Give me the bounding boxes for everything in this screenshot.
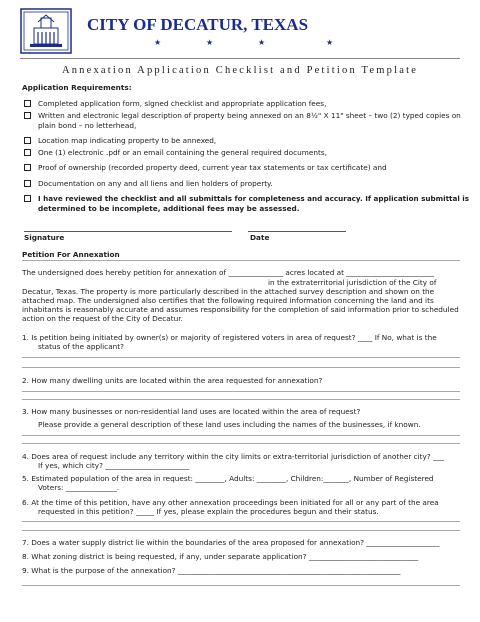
star-icon: ★ (258, 38, 266, 47)
petition-paragraph: inhabitants is reasonably accurate and assumes responsibility for the completion of said information prior to scheduled (22, 305, 459, 314)
question-6-continued: requested in this petition? _____ If yes, please explain the procedures begun and their status. (38, 507, 379, 516)
petition-heading: Petition For Annexation (22, 250, 120, 259)
petition-paragraph: in the extraterritorial jurisdiction of the City of (268, 278, 437, 287)
star-icon: ★ (154, 38, 162, 47)
star-icon: ★ (326, 38, 334, 47)
question-5-continued: Voters: ______________. (38, 483, 120, 492)
question-6: 6. At the time of this petition, have any other annexation proceedings been initiated for all or any part of the area (22, 498, 439, 507)
answer-line[interactable] (22, 391, 460, 392)
requirement-text: Location map indicating property to be annexed, (38, 136, 217, 145)
city-seal-logo (20, 8, 72, 54)
answer-line[interactable] (22, 357, 460, 358)
requirement-text: plain bond – no letterhead, (38, 121, 137, 130)
petition-heading-underline (22, 260, 460, 261)
answer-line[interactable] (22, 585, 460, 586)
document-title: Annexation Application Checklist and Petition Template (61, 65, 419, 76)
petition-paragraph: action on the request of the City of Decatur. (22, 314, 183, 323)
requirement-text: Documentation on any and all liens and lien holders of property. (38, 179, 273, 188)
question-3-continued: Please provide a general description of these land uses including the names of the businesses, if known. (38, 420, 421, 429)
date-line[interactable] (248, 231, 346, 232)
checkbox-electronic-pdf[interactable] (24, 149, 31, 156)
answer-line[interactable] (22, 530, 460, 531)
date-label: Date (250, 233, 270, 242)
header-divider (20, 58, 460, 59)
city-title: CITY OF DECATUR, TEXAS (87, 15, 309, 34)
requirement-text: Proof of ownership (recorded property deed, current year tax statements or tax certificate) and (38, 163, 387, 172)
question-2: 2. How many dwelling units are located within the area requested for annexation? (22, 376, 323, 385)
checkbox-application-form[interactable] (24, 100, 31, 107)
question-7: 7. Does a water supply district lie within the boundaries of the area proposed for annexation? ____________________ (22, 538, 440, 547)
petition-paragraph: The undersigned does hereby petition for annexation of _______________ acres located at ________________________ (22, 268, 434, 277)
answer-line[interactable] (22, 435, 460, 436)
requirement-text-bold: determined to be incomplete, additional fees may be assessed. (38, 204, 300, 213)
question-5: 5. Estimated population of the area in request: ________, Adults: ________, Children:_______, Number of Registered (22, 474, 434, 483)
answer-line[interactable] (22, 521, 460, 522)
petition-paragraph: attached map. The undersigned also certifies that the following required information concerning the land and its (22, 296, 434, 305)
requirement-text: One (1) electronic .pdf or an email containing the general required documents, (38, 148, 327, 157)
answer-line[interactable] (22, 399, 460, 400)
checkbox-liens-documentation[interactable] (24, 180, 31, 187)
requirement-text: Completed application form, signed checklist and appropriate application fees, (38, 99, 327, 108)
requirements-heading: Application Requirements: (22, 83, 132, 92)
signature-line[interactable] (24, 231, 232, 232)
question-4-continued: If yes, which city? _______________________ (38, 461, 190, 470)
question-4: 4. Does area of request include any territory within the city limits or extra-territorial jurisdiction of another city? ___ (22, 452, 444, 461)
checkbox-proof-of-ownership[interactable] (24, 164, 31, 171)
question-9: 9. What is the purpose of the annexation? _____________________________________________________________ (22, 566, 401, 575)
requirement-text-bold: I have reviewed the checklist and all submittals for completeness and accuracy. If application submittal is (38, 194, 470, 203)
star-icon: ★ (206, 38, 214, 47)
question-8: 8. What zoning district is being requested, if any, under separate application? ______________________________ (22, 552, 419, 561)
answer-line[interactable] (22, 367, 460, 368)
petition-paragraph: Decatur, Texas. The property is more particularly described in the attached survey description and shown on the (22, 287, 435, 296)
checkbox-legal-description[interactable] (24, 112, 31, 119)
answer-line[interactable] (22, 443, 460, 444)
checkbox-reviewed-checklist[interactable] (24, 195, 31, 202)
question-1-continued: status of the applicant? (38, 342, 125, 351)
requirement-text: Written and electronic legal description of property being annexed on an 8½" X 11" sheet – two (2) typed copies on (38, 111, 461, 120)
question-1: 1. Is petition being initiated by owner(s) or majority of registered voters in area of request? ____ If No, what is the (22, 333, 437, 342)
checkbox-location-map[interactable] (24, 137, 31, 144)
signature-label: Signature (24, 233, 65, 242)
question-3: 3. How many businesses or non-residential land uses are located within the area of request? (22, 407, 361, 416)
